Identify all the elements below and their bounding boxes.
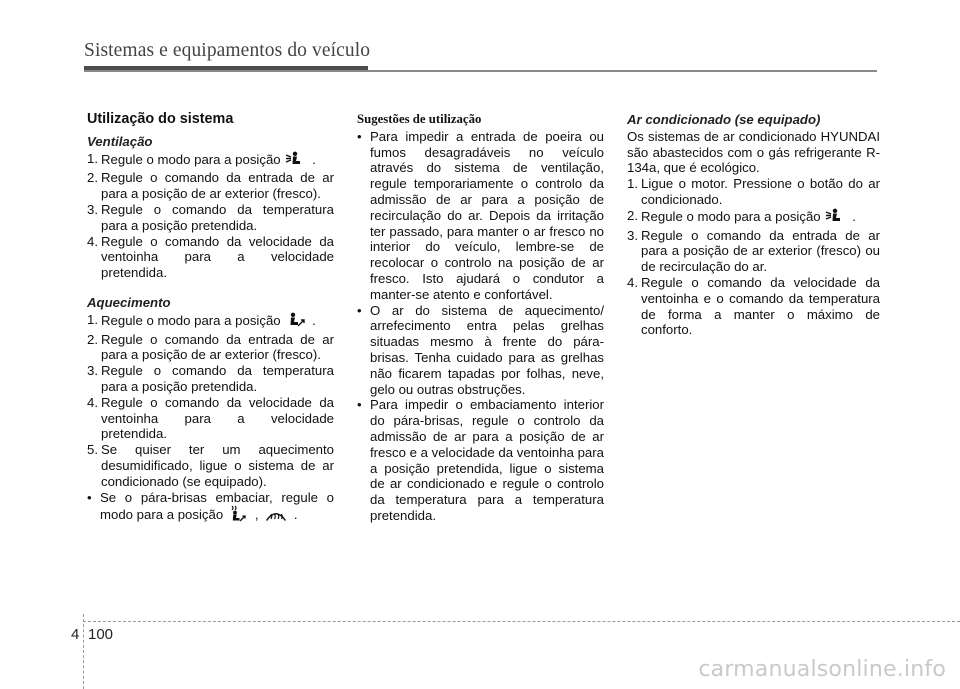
ventilacao-step-3: 3. Regule o comando da temperatura para a posição pretendida.: [87, 201, 334, 233]
sugestoes-title: Sugestões de utilização: [357, 112, 482, 126]
aquecimento-step-3: 3. Regule o comando da temperatura para a posição pretendida.: [87, 363, 334, 394]
aquecimento-bullet: • Se o pára-brisas embaciar, regule o modo para a posição , .: [87, 490, 334, 527]
aquecimento-step-1: 1. Regule o modo para a posição .: [87, 312, 334, 332]
ar-condicionado-step-2: 2. Regule o modo para a posição .: [627, 208, 880, 228]
footer-divider-vertical: [83, 614, 84, 689]
ventilacao-title: Ventilação: [87, 133, 153, 149]
chapter-number: 4: [71, 626, 80, 643]
ventilacao-step-4: 4. Regule o comando da velocidade da ventoinha para a velocidade pretendida.: [87, 233, 334, 281]
face-vent-mode-icon: [824, 208, 846, 228]
floor-defrost-mode-icon: [226, 505, 248, 526]
column-1: [87, 112, 334, 526]
sugestao-bullet-1: • Para impedir a entrada de poeira ou fumos desagradáveis no veículo através do sistema de ventilação, regule temporariamente o controlo da admissão de ar para a posição de recirculação do ar. Depois da irritação ter passado, para manter o ar fresco no interior do veículo, lembre-se de recolocar o controlo na posição de ar fresco. Isto ajudará o condutor a manter-se atento e confortável.: [357, 128, 604, 302]
watermark: carmanualsonline.info: [698, 657, 946, 682]
aquecimento-title: Aquecimento: [87, 294, 171, 310]
ventilacao-step-2: 2. Regule o comando da entrada de ar para a posição de ar exterior (fresco).: [87, 170, 334, 202]
floor-mode-icon: [284, 312, 306, 332]
column-2: [357, 112, 604, 524]
windshield-defrost-icon: [265, 506, 287, 526]
aquecimento-step-2: 2. Regule o comando da entrada de ar para a posição de ar exterior (fresco).: [87, 331, 334, 363]
ar-condicionado-title: Ar condicionado (se equipado): [627, 112, 821, 127]
page-header-title: Sistemas e equipamentos do veículo: [84, 40, 371, 61]
column-3: [627, 112, 880, 338]
header-rule: [84, 70, 877, 72]
sugestao-bullet-2: • O ar do sistema de aquecimento/ arrefecimento entra pelas grelhas situadas mesmo à frente do pára-brisas. Tenha cuidado para as grelhas não ficarem tapadas por folhas, neve, gelo ou outras obstruções.: [357, 302, 604, 397]
ventilacao-step-1: 1. Regule o modo para a posição .: [87, 151, 334, 171]
section-title: Utilização do sistema: [87, 111, 234, 127]
ar-condicionado-step-4: 4. Regule o comando da velocidade da ventoinha e o comando da temperatura de forma a manter o máximo de conforto.: [627, 274, 880, 338]
page-number: 100: [88, 626, 114, 643]
face-vent-mode-icon: [284, 151, 306, 171]
aquecimento-step-5: 5. Se quiser ter um aquecimento desumidificado, ligue o sistema de ar condicionado (se equipado).: [87, 442, 334, 489]
aquecimento-step-4: 4. Regule o comando da velocidade da ventoinha para a velocidade pretendida.: [87, 394, 334, 442]
ar-condicionado-step-1: 1. Ligue o motor. Pressione o botão do ar condicionado.: [627, 176, 880, 207]
footer-divider-horizontal: [83, 621, 960, 622]
sugestao-bullet-3: • Para impedir o embaciamento interior do pára-brisas, regule o controlo da admissão de ar para a posição de ar fresco e a velocidade da ventoinha para a posição pretendida, ligue o sistema de ar condicionado e regule o controlo da temperatura para a temperatura pretendida.: [357, 397, 604, 523]
ar-condicionado-intro: Os sistemas de ar condicionado HYUNDAI são abastecidos com o gás refrigerante R-134a, que é ecológico.: [627, 128, 880, 176]
ar-condicionado-step-3: 3. Regule o comando da entrada de ar para a posição de ar exterior (fresco) ou de recirculação do ar.: [627, 227, 880, 275]
